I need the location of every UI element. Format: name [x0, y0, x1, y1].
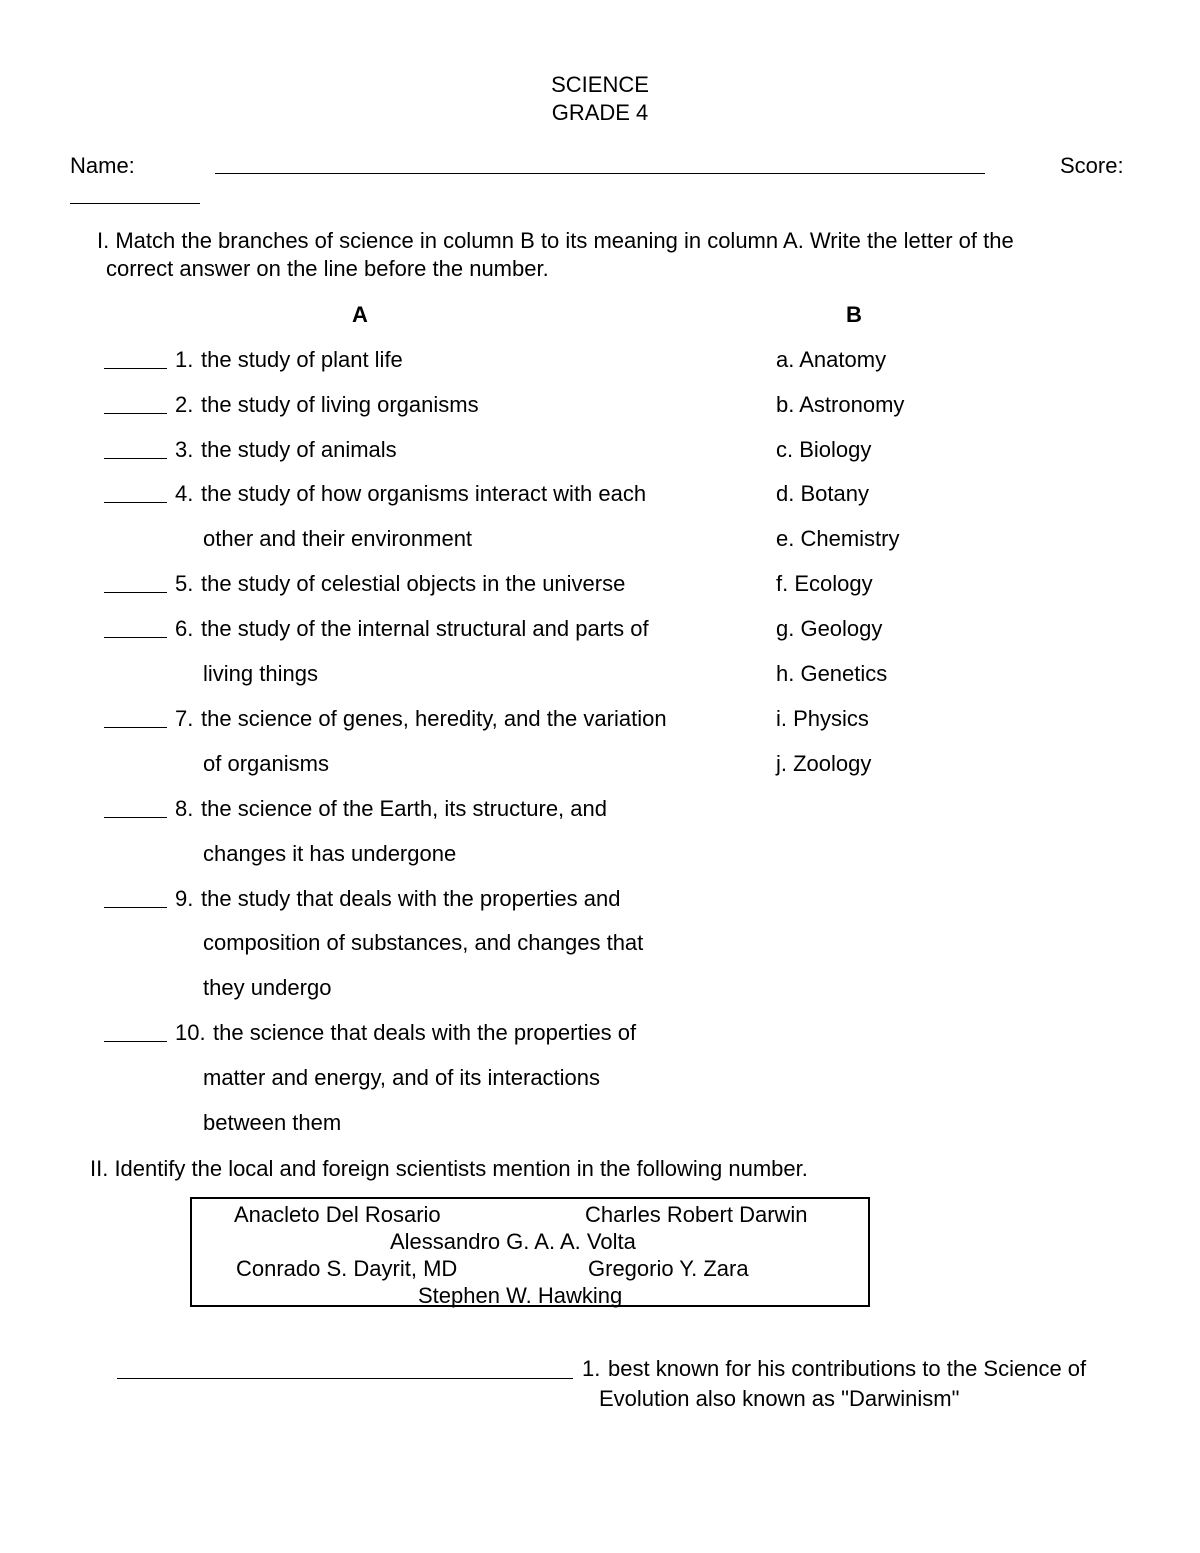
item-text-continued: matter and energy, and of its interactions	[203, 1065, 601, 1090]
answer-blank[interactable]	[104, 502, 167, 503]
part2-instruction: II. Identify the local and foreign scientists mention in the following number.	[90, 1156, 808, 1181]
item-text: the study that deals with the properties and	[201, 886, 621, 911]
answer-blank[interactable]	[104, 727, 167, 728]
item-text: the study of living organisms	[201, 392, 479, 417]
item-number: 2.	[175, 392, 194, 417]
column-a-header: A	[352, 302, 368, 327]
answer-blank[interactable]	[104, 907, 167, 908]
part1-instruction-line2: correct answer on the line before the number.	[106, 256, 549, 281]
choice-item: f. Ecology	[776, 571, 873, 596]
choice-item: g. Geology	[776, 616, 883, 641]
answer-blank[interactable]	[104, 1041, 167, 1042]
answer-blank[interactable]	[104, 592, 167, 593]
part1-instruction-line1: I. Match the branches of science in column B to its meaning in column A. Write the letter of the	[97, 228, 1014, 253]
scientist-name: Stephen W. Hawking	[418, 1283, 623, 1308]
item-number: 1.	[175, 347, 194, 372]
item-text: the study of celestial objects in the universe	[201, 571, 626, 596]
part1-instructions	[97, 227, 1127, 283]
scientist-name: Gregorio Y. Zara	[588, 1256, 749, 1281]
item-text: the science of genes, heredity, and the variation	[201, 706, 667, 731]
score-answer-line[interactable]	[70, 203, 200, 204]
item-text-continued: between them	[203, 1110, 342, 1135]
name-label: Name:	[70, 153, 135, 178]
answer-blank[interactable]	[104, 458, 167, 459]
item-text: the science of the Earth, its structure, and	[201, 796, 607, 821]
answer-blank[interactable]	[104, 413, 167, 414]
worksheet-subject: SCIENCE	[551, 72, 649, 97]
item-number: 9.	[175, 886, 194, 911]
question-1-text-line2: Evolution also known as "Darwinism"	[599, 1386, 960, 1411]
item-text: the study of plant life	[201, 347, 403, 372]
scientist-name: Charles Robert Darwin	[585, 1202, 808, 1227]
choice-item: d. Botany	[776, 481, 869, 506]
scientist-name: Conrado S. Dayrit, MD	[236, 1256, 458, 1281]
scientist-name: Anacleto Del Rosario	[234, 1202, 441, 1227]
scientist-names-box	[190, 1197, 870, 1307]
item-text: the science that deals with the properties of	[213, 1020, 637, 1045]
item-text-continued: changes it has undergone	[203, 841, 457, 866]
item-text: the study of animals	[201, 437, 397, 462]
item-number: 6.	[175, 616, 194, 641]
item-number: 10.	[175, 1020, 206, 1045]
name-answer-line[interactable]	[215, 173, 985, 174]
scientist-name: Alessandro G. A. A. Volta	[390, 1229, 636, 1254]
question-1-text-line1: best known for his contributions to the Science of	[608, 1356, 1087, 1381]
answer-blank[interactable]	[104, 817, 167, 818]
choice-item: j. Zoology	[776, 751, 872, 776]
item-text-continued: of organisms	[203, 751, 329, 776]
item-text-continued: other and their environment	[203, 526, 473, 551]
item-number: 8.	[175, 796, 194, 821]
answer-blank[interactable]	[104, 368, 167, 369]
score-label: Score:	[1060, 153, 1124, 178]
item-number: 3.	[175, 437, 194, 462]
answer-blank[interactable]	[104, 637, 167, 638]
worksheet-grade: GRADE 4	[551, 100, 649, 125]
item-number: 7.	[175, 706, 194, 731]
choice-item: h. Genetics	[776, 661, 888, 686]
item-number: 4.	[175, 481, 194, 506]
item-text-continued: they undergo	[203, 975, 332, 1000]
choice-item: b. Astronomy	[776, 392, 905, 417]
item-number: 5.	[175, 571, 194, 596]
item-text: the study of the internal structural and parts of	[201, 616, 649, 641]
question-1-number: 1.	[582, 1356, 601, 1381]
choice-item: c. Biology	[776, 437, 872, 462]
item-text-continued: composition of substances, and changes that	[203, 930, 644, 955]
item-text-continued: living things	[203, 661, 318, 686]
question-1-answer-line[interactable]	[117, 1378, 573, 1379]
choice-item: i. Physics	[776, 706, 869, 731]
choice-item: a. Anatomy	[776, 347, 887, 372]
choice-item: e. Chemistry	[776, 526, 900, 551]
column-b-header: B	[846, 302, 862, 327]
item-text: the study of how organisms interact with each	[201, 481, 647, 506]
